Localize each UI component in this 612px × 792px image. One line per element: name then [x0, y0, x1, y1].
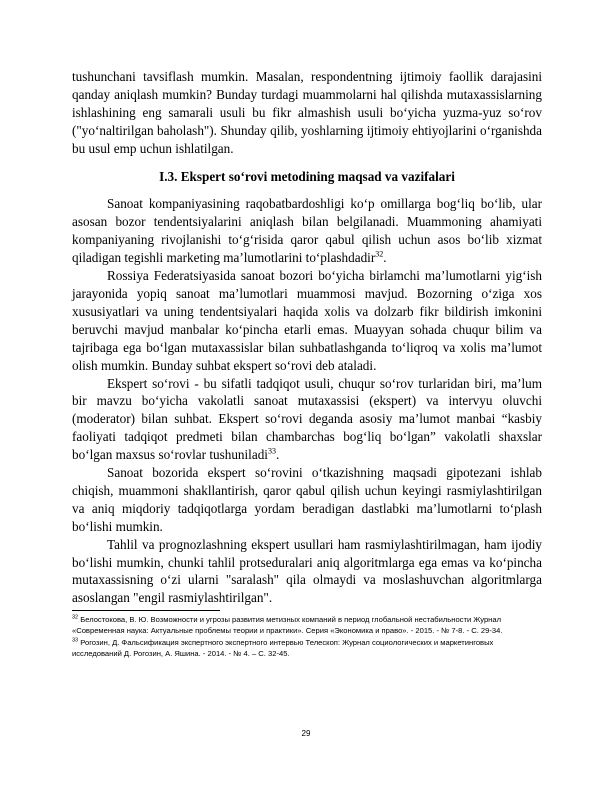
- footnote-divider: [72, 610, 220, 611]
- paragraph-text: Ekspert so‘rovi - bu sifatli tadqiqot usuli, chuqur so‘rov turlaridan biri, ma’lum bir mavzu bo‘yicha vakolatli sanoat mutaxassisi (ekspert) va intervyu oluvchi (moderator) bilan suhbat. Ekspert so‘rovi deganda asosiy ma’lumot manbai “kasbiy faoliyati tadqiqot predmeti bilan chambarchas bog‘liq bo‘lgan” vakolatli shaxslar bo‘lgan maxsus so‘rovlar tushuniladi: [72, 375, 542, 463]
- paragraph-forecasting-methods: Tahlil va prognozlashning ekspert usullari ham rasmiylashtirilmagan, ham ijodiy bo‘lishi mumkin, chunki tahlil protseduralari aniq algoritmlarga ega emas va ko‘pincha mutaxassisning o‘zi ularni "saralash" qila olmaydi va moslashuvchan algoritmlarga asoslangan "engil rasmiylashtirilgan".: [72, 536, 542, 606]
- paragraph-intro: tushunchani tavsiflash mumkin. Masalan, respondentning ijtimoiy faollik darajasini qanday aniqlash mumkin? Bunday turdagi muammolarni hal qilishda mutaxassislarning ishlashining eng samarali usuli bu fikr almashish usuli bo‘yicha yuzma-yuz so‘rov ("yo‘naltirilgan baholash"). Shunday qilib, yoshlarning ijtimoiy ehtiyojlarini o‘rganishda bu usul emp uchun ishlatilgan.: [72, 69, 542, 156]
- footnote-33: [72, 637, 542, 659]
- paragraph-end: .: [275, 447, 280, 463]
- section-heading: I.3. Ekspert so‘rovi metodining maqsad va vazifalari: [159, 168, 455, 184]
- paragraph-expert-survey-definition: [72, 375, 542, 465]
- paragraph-russia-market: Rossiya Federatsiyasida sanoat bozori bo‘yicha birlamchi ma’lumotlarni yig‘ish jarayonida yopiq sanoat ma’lumotlari muammosi mavjud. Bozorning o‘ziga xos xususiyatlari va uning tendentsiyalari haqida xolis va dolzarb fikr bildirish imkonini beruvchi mavjud manbalar ko‘pincha etarli emas. Muayyan sohada chuqur bilim va tajribaga ega bo‘lgan mutaxassislar bilan suhbatlashganda to‘liqroq va xolis ma’lumot olish mumkin. Bunday suhbat ekspert so‘rovi deb ataladi.: [72, 268, 542, 373]
- document-page: [72, 68, 542, 659]
- footnote-mark: 32: [72, 614, 79, 621]
- paragraph-competitiveness: [72, 195, 542, 267]
- footnote-ref-33[interactable]: 33: [267, 446, 276, 456]
- footnote-ref-32[interactable]: 32: [375, 249, 384, 259]
- paragraph-end: .: [383, 250, 387, 266]
- paragraph-text: Sanoat kompaniyasining raqobatbardoshligi ko‘p omillarga bog‘liq bo‘lib, ular asosan bozor tendentsiyalarini aniqlash bilan belgilanadi. Muammoning ahamiyati kompaniyaning rivojlanishi to‘g‘risida qaror qabul qilish uchun asos bo‘lib xizmat qiladigan tegishli marketing ma’lumotlarini to‘plashdadir: [72, 196, 542, 266]
- paragraph-survey-goal: Sanoat bozorida ekspert so‘rovini o‘tkazishning maqsadi gipotezani ishlab chiqish, muammoni shakllantirish, qaror qabul qilish uchun keyingi rasmiylashtirilgan va aniq miqdoriy tadqiqotlarga yordam beradigan dastlabki ma’lumotlarni to‘plash bo‘lishi mumkin.: [72, 465, 542, 534]
- footnote-32: [72, 614, 542, 636]
- footnote-text: Белостокова, В. Ю. Возможности и угрозы развития метизных компаний в период глобальной нестабильности Журнал «Современная наука: Актуальные проблемы теории и практики». Серия «Экономика и право». - 2015. - № 7-8. - С. 29-34.: [72, 615, 503, 636]
- footnote-text: Рогозин, Д. Фальсификация экспертного экспертного интервью Телескоп: Журнал социологических и маркетинговых исследований Д. Рогозин, А. Яшина. - 2014. - № 4. – С. 32-45.: [72, 637, 494, 658]
- page-number: 29: [301, 729, 311, 738]
- footnote-mark: 33: [72, 637, 79, 644]
